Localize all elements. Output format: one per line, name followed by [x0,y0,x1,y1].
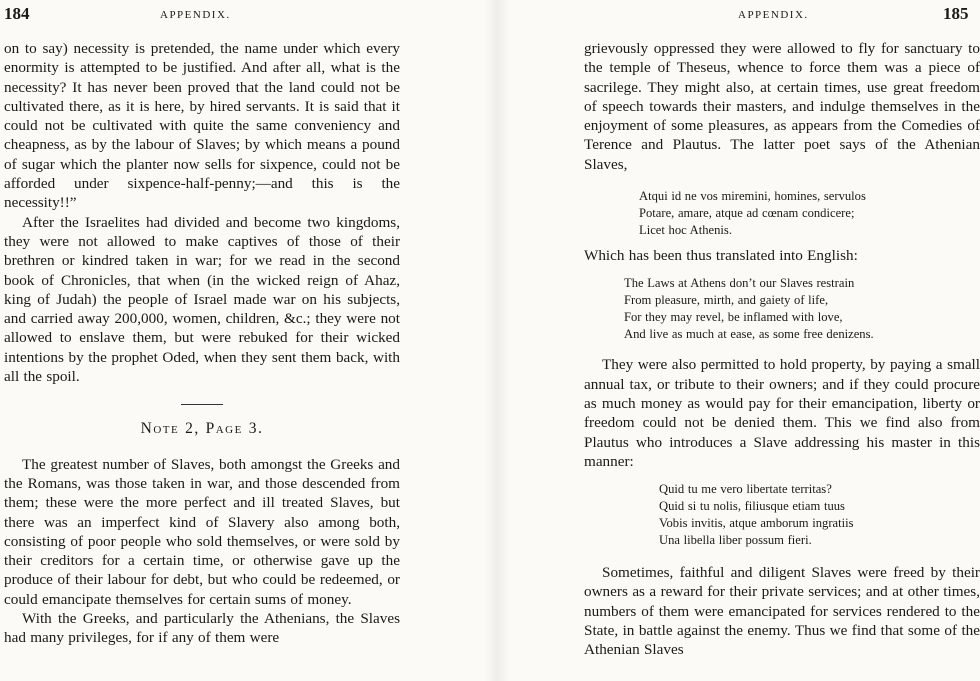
right-page-body [584,39,980,660]
running-head: APPENDIX. [160,9,231,21]
verse-line: Potare, amare, atque ad cœnam condicere; [639,206,855,221]
verse-line: For they may revel, be inflamed with love, [624,310,843,325]
english-verse-block [584,275,980,343]
section-divider [181,404,223,405]
verse-line: Una libella liber possum fieri. [659,533,812,548]
verse-line: Quid tu me vero libertate territas? [659,482,832,497]
verse-line: From pleasure, mirth, and gaiety of life, [624,293,829,308]
paragraph: on to say) necessity is pretended, the name under which every enormity is attempted to be justified. And after all, what is the necessity? It has never been proved that the land could not be cultivated there, as it is here, by hired servants. It is said that it could not be cultivated with quite the same conveniency and cheapness, as by the labour of Slaves; by which means a pound of sugar which the planter now sells for sixpence, could not be afforded under sixpence-half-penny;—and this is the necessity!!” [4,40,400,212]
paragraph: With the Greeks, and particularly the Athenians, the Slaves had many privileges, for if any of them were [4,610,400,647]
left-page-body [4,39,400,648]
paragraph: After the Israelites had divided and become two kingdoms, they were not allowed to make captives of those of their brethren or kindred taken in war; for we read in the second book of Chronicles, that when (in the wicked reign of Ahaz, king of Judah) the people of Israel made war on his subjects, and carried away 200,000, women, children, &c.; they were not allowed to enslave them, but were rebuked for their wicked intentions by the prophet Oded, when they sent them back, with all the spoil. [4,213,400,386]
verse-line: Vobis invitis, atque amborum ingratiis [659,516,854,531]
page-number: 184 [4,4,30,23]
latin-verse-block [584,188,980,239]
paragraph: The greatest number of Slaves, both amongst the Greeks and the Romans, was those taken in war, and those descended from them; these were the more perfect and ill treated Slaves, but there was an imperfect kind of Slavery also among both, consisting of poor people who sold themselves, or were sold by their creditors for a certain time, or otherwise gave up the produce of their labour for debt, but who could be redeemed, or could emancipate themselves for certain sums of money. [4,455,400,608]
verse-line: Atqui id ne vos miremini, homines, servulos [639,189,866,204]
paragraph: grievously oppressed they were allowed to fly for sanctuary to the temple of Theseus, whence to force them was a piece of sacrilege. They might also, at certain times, use great freedom of speech towards their masters, and indulge themselves in the enjoyment of some pleasures, as appears from the Comedies of Terence and Plautus. The latter poet says of the Athenian Slaves, [584,40,980,173]
verse-line: Licet hoc Athenis. [639,223,732,238]
right-page [500,0,980,681]
note-heading: Note 2, Page 3. [140,420,264,438]
page-number: 185 [943,4,969,23]
verse-line: The Laws at Athens don’t our Slaves restrain [624,276,855,291]
verse-line: Quid si tu nolis, filiusque etiam tuus [659,499,845,514]
translation-intro: Which has been thus translated into English: [584,247,858,265]
running-head: APPENDIX. [738,9,809,21]
latin-verse-block [584,481,980,549]
verse-line: And live as much at ease, as some free denizens. [624,327,874,342]
paragraph: They were also permitted to hold property, by paying a small annual tax, or tribute to their owners; and if they could procure as much money as would pay for their emancipation, liberty or freedom could not be denied them. This we find also from Plautus who introduces a Slave addressing his master in this manner: [584,356,980,470]
paragraph: Sometimes, faithful and diligent Slaves were freed by their owners as a reward for their private services; and at other times, numbers of them were emancipated for services rendered to the State, in battle against the enemy. Thus we find that some of the Athenian Slaves [584,564,980,659]
